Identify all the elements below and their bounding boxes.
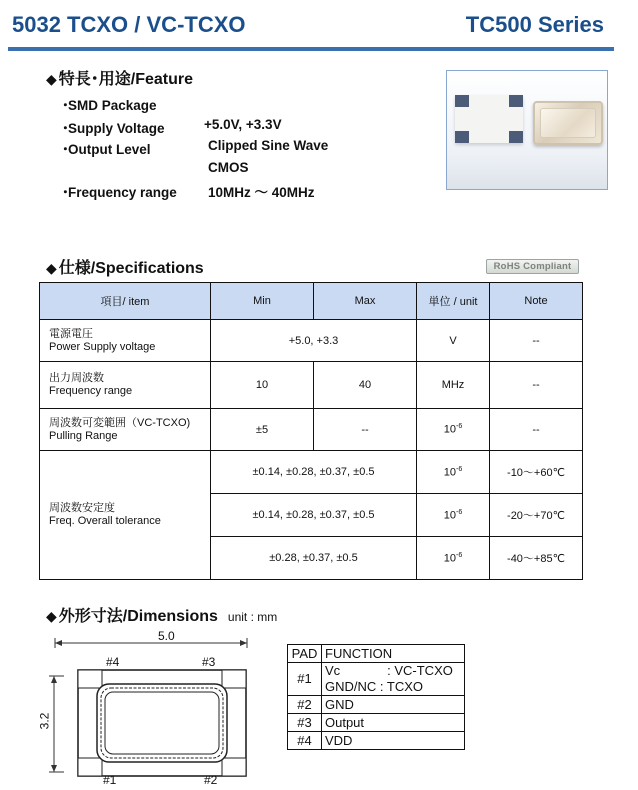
row-item: 周波数可変範囲（VC-TCXO) Pulling Range <box>40 409 211 451</box>
chip-top-view <box>533 101 603 145</box>
row-note: -20～+70℃ <box>490 494 583 537</box>
row-unit: $10^{-6}$ <box>417 537 490 580</box>
pad-number: #3 <box>288 714 322 732</box>
dimensions-heading: ◆ 外形寸法/Dimensions unit : mm <box>46 608 278 625</box>
row-note: -- <box>490 362 583 409</box>
chip-pad <box>455 95 469 107</box>
feature-value-frequency-range: 10MHz ～ 40MHz <box>208 185 315 200</box>
row-max: 40 <box>314 362 417 409</box>
row-item: 出力周波数 Frequency range <box>40 362 211 409</box>
table-row <box>288 663 465 696</box>
table-row <box>40 320 583 362</box>
height-label: 3.2 <box>37 712 52 730</box>
pin-label-2: #2 <box>204 773 218 787</box>
table-row <box>288 732 465 750</box>
row-unit: $10^{-6}$ <box>417 451 490 494</box>
row-item: 電源電圧 Power Supply voltage <box>40 320 211 362</box>
header-rule <box>8 47 614 51</box>
spec-heading: ◆ 仕様/Specifications <box>46 260 204 277</box>
row-unit: MHz <box>417 362 490 409</box>
feature-item-package: ･SMD Package <box>62 98 157 113</box>
pin-label-4: #4 <box>106 655 120 669</box>
series-name: TC500 Series <box>465 12 604 37</box>
chip-pad <box>509 131 523 143</box>
diamond-icon: ◆ <box>46 260 57 276</box>
row-min: ±5 <box>211 409 314 451</box>
pad-number: #4 <box>288 732 322 750</box>
pad-number: #2 <box>288 696 322 714</box>
dimension-drawing <box>37 628 260 788</box>
table-row <box>288 714 465 732</box>
spec-header-row <box>40 283 583 320</box>
row-note: -- <box>490 320 583 362</box>
col-header-item: 項目/ item <box>40 283 211 320</box>
col-header-note: Note <box>490 283 583 320</box>
feature-value-output-level: Clipped Sine Wave <box>208 138 329 153</box>
feature-value-supply-voltage: +5.0V, +3.3V <box>204 117 282 132</box>
row-range: ±0.14, ±0.28, ±0.37, ±0.5 <box>211 494 417 537</box>
row-range: ±0.28, ±0.37, ±0.5 <box>211 537 417 580</box>
width-label: 5.0 <box>158 629 175 643</box>
feature-item-frequency-range: ･Frequency range <box>62 185 177 200</box>
row-range: +5.0, +3.3 <box>211 320 417 362</box>
pad-header-row <box>288 645 465 663</box>
diamond-icon: ◆ <box>46 608 57 624</box>
table-row <box>40 409 583 451</box>
row-range: ±0.14, ±0.28, ±0.37, ±0.5 <box>211 451 417 494</box>
feature-heading: ◆ 特長･用途/Feature <box>46 71 194 88</box>
row-item: 周波数安定度 Freq. Overall tolerance <box>40 451 211 580</box>
rohs-badge: RoHS Compliant <box>486 259 579 274</box>
pin-label-1: #1 <box>103 773 117 787</box>
row-note: -- <box>490 409 583 451</box>
pin-label-3: #3 <box>202 655 216 669</box>
diamond-icon: ◆ <box>46 71 57 87</box>
row-note: -10～+60℃ <box>490 451 583 494</box>
row-unit: $10^{-6}$ <box>417 494 490 537</box>
pad-function: VDD <box>322 732 465 750</box>
col-header-pad: PAD <box>288 645 322 663</box>
row-unit: $10^{-6}$ <box>417 409 490 451</box>
pad-function: GND <box>322 696 465 714</box>
pad-function-table <box>287 644 465 750</box>
table-row <box>40 451 583 494</box>
document-title: 5032 TCXO / VC-TCXO <box>12 12 246 37</box>
pad-function: Output <box>322 714 465 732</box>
row-max: -- <box>314 409 417 451</box>
feature-value-output-level-2: CMOS <box>208 160 249 175</box>
product-photo <box>446 70 608 190</box>
col-header-unit: 単位 / unit <box>417 283 490 320</box>
table-row <box>40 362 583 409</box>
row-note: -40～+85℃ <box>490 537 583 580</box>
row-min: 10 <box>211 362 314 409</box>
chip-pad <box>509 95 523 107</box>
chip-bottom-view <box>455 95 523 143</box>
package-outline-drawing <box>40 628 260 788</box>
col-header-min: Min <box>211 283 314 320</box>
dimensions-unit: unit : mm <box>227 610 278 624</box>
col-header-function: FUNCTION <box>322 645 465 663</box>
feature-item-output-level: ･Output Level <box>62 142 151 157</box>
chip-pad <box>455 131 469 143</box>
table-row <box>288 696 465 714</box>
col-header-max: Max <box>314 283 417 320</box>
pad-function: Vc : VC-TCXO GND/NC : TCXO <box>322 663 465 696</box>
pad-number: #1 <box>288 663 322 696</box>
row-unit: V <box>417 320 490 362</box>
spec-table <box>39 282 583 580</box>
feature-item-supply-voltage: ･Supply Voltage <box>62 121 165 136</box>
